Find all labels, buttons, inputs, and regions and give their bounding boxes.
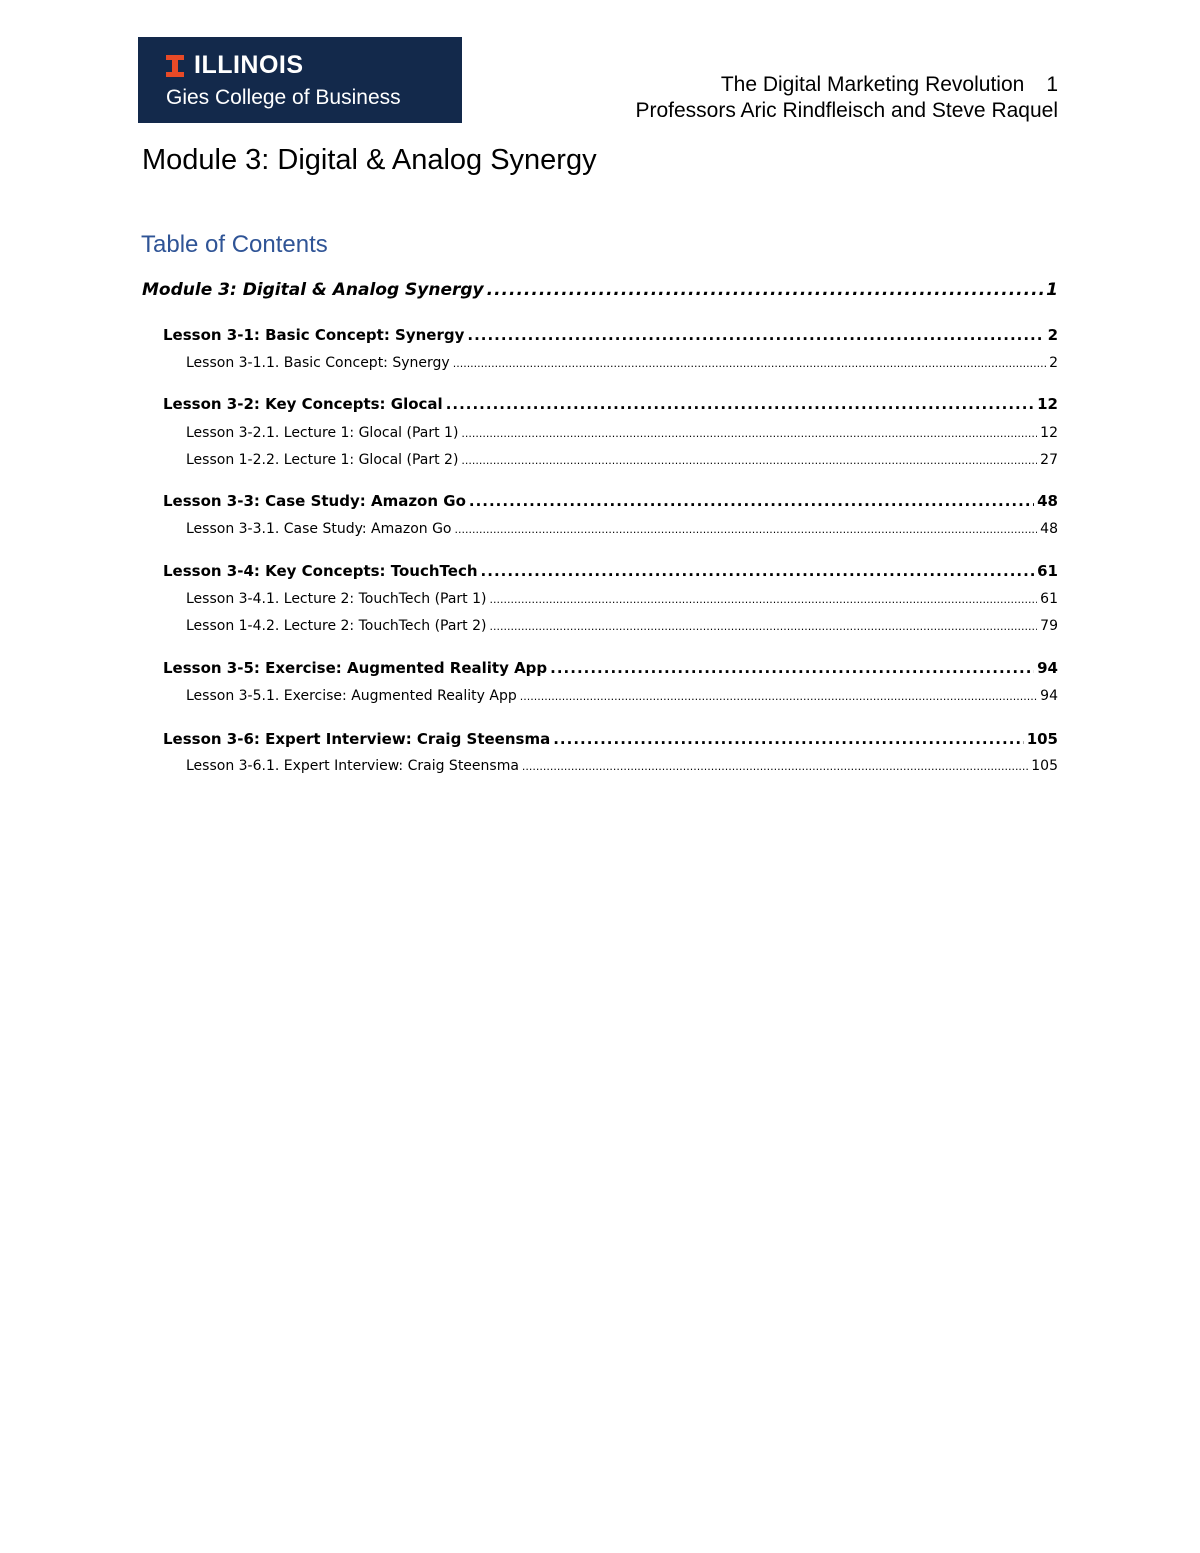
toc-leader-dots <box>455 523 1038 536</box>
toc-entry-page: 94 <box>1040 688 1058 704</box>
toc-leader-dots <box>522 760 1028 773</box>
toc-entry-sublesson[interactable] <box>186 591 1058 607</box>
toc-entry-page: 94 <box>1037 659 1058 677</box>
toc-entry-sublesson[interactable] <box>186 618 1058 634</box>
toc-leader-dots <box>469 492 1034 510</box>
toc-entry-page: 105 <box>1031 758 1058 774</box>
logo-wordmark: ILLINOIS <box>194 51 304 79</box>
toc-leader-dots <box>550 659 1034 677</box>
toc-entry-label: Lesson 3-4.1. Lecture 2: TouchTech (Part 1) <box>186 591 487 607</box>
toc-entry-label: Lesson 3-5.1. Exercise: Augmented Reality App <box>186 688 517 704</box>
toc-entry-page: 12 <box>1040 425 1058 441</box>
toc-entry-label: Lesson 1-4.2. Lecture 2: TouchTech (Part 2) <box>186 618 487 634</box>
professors-line: Professors Aric Rindfleisch and Steve Raquel <box>635 99 1058 122</box>
toc-entry-sublesson[interactable] <box>186 758 1058 774</box>
toc-entry-label: Lesson 3-2: Key Concepts: Glocal <box>163 395 443 413</box>
toc-entry-page: 2 <box>1049 355 1058 371</box>
toc-entry-page: 48 <box>1037 492 1058 510</box>
toc-leader-dots <box>490 593 1038 606</box>
toc-entry-label: Lesson 3-2.1. Lecture 1: Glocal (Part 1) <box>186 425 459 441</box>
toc-entry-label: Lesson 1-2.2. Lecture 1: Glocal (Part 2) <box>186 452 459 468</box>
toc-entry-label: Lesson 3-6.1. Expert Interview: Craig Steensma <box>186 758 519 774</box>
toc-entry-lesson[interactable] <box>163 659 1058 677</box>
toc-leader-dots <box>467 326 1044 344</box>
toc-entry-lesson[interactable] <box>163 492 1058 510</box>
toc-heading: Table of Contents <box>141 231 328 258</box>
toc-leader-dots <box>520 690 1037 703</box>
toc-entry-page: 12 <box>1037 395 1058 413</box>
toc-entry-label: Lesson 3-3: Case Study: Amazon Go <box>163 492 466 510</box>
toc-entry-page: 105 <box>1026 730 1058 748</box>
toc-entry-label: Lesson 3-6: Expert Interview: Craig Steensma <box>163 730 551 748</box>
toc-leader-dots <box>461 427 1037 440</box>
toc-leader-dots <box>453 357 1046 370</box>
toc-leader-dots <box>446 395 1034 413</box>
document-title: Module 3: Digital & Analog Synergy <box>142 144 597 176</box>
toc-entry-label: Lesson 3-1: Basic Concept: Synergy <box>163 326 465 344</box>
block-i-icon <box>166 55 184 77</box>
toc-entry-sublesson[interactable] <box>186 521 1058 537</box>
toc-entry-sublesson[interactable] <box>186 452 1058 468</box>
toc-entry-lesson[interactable] <box>163 326 1058 344</box>
toc-entry-lesson[interactable] <box>163 730 1058 748</box>
toc-entry-page: 1 <box>1046 280 1058 300</box>
university-logo <box>138 37 462 123</box>
toc-entry-sublesson[interactable] <box>186 355 1058 371</box>
toc-entry-page: 61 <box>1040 591 1058 607</box>
toc-entry-lesson[interactable] <box>163 562 1058 580</box>
toc-entry-label: Module 3: Digital & Analog Synergy <box>142 280 484 300</box>
toc-leader-dots <box>553 730 1023 748</box>
logo-college-name: Gies College of Business <box>166 86 401 109</box>
toc-entry-lesson[interactable] <box>163 395 1058 413</box>
toc-leader-dots <box>461 454 1037 467</box>
toc-leader-dots <box>490 620 1038 633</box>
toc-entry-page: 48 <box>1040 521 1058 537</box>
toc-leader-dots <box>487 280 1044 300</box>
toc-entry-label: Lesson 3-3.1. Case Study: Amazon Go <box>186 521 452 537</box>
toc-entry-label: Lesson 3-1.1. Basic Concept: Synergy <box>186 355 450 371</box>
toc-entry-label: Lesson 3-4: Key Concepts: TouchTech <box>163 562 478 580</box>
toc-entry-page: 79 <box>1040 618 1058 634</box>
course-title: The Digital Marketing Revolution <box>720 73 1025 96</box>
toc-entry-sublesson[interactable] <box>186 425 1058 441</box>
page-number: 1 <box>1046 73 1058 96</box>
toc-entry-page: 2 <box>1047 326 1058 344</box>
toc-entry-page: 61 <box>1037 562 1058 580</box>
toc-entry-sublesson[interactable] <box>186 688 1058 704</box>
toc-entry-label: Lesson 3-5: Exercise: Augmented Reality App <box>163 659 548 677</box>
toc-entry-page: 27 <box>1040 452 1058 468</box>
running-header <box>635 72 1058 124</box>
toc-entry-module[interactable] <box>142 280 1058 300</box>
toc-leader-dots <box>481 562 1035 580</box>
